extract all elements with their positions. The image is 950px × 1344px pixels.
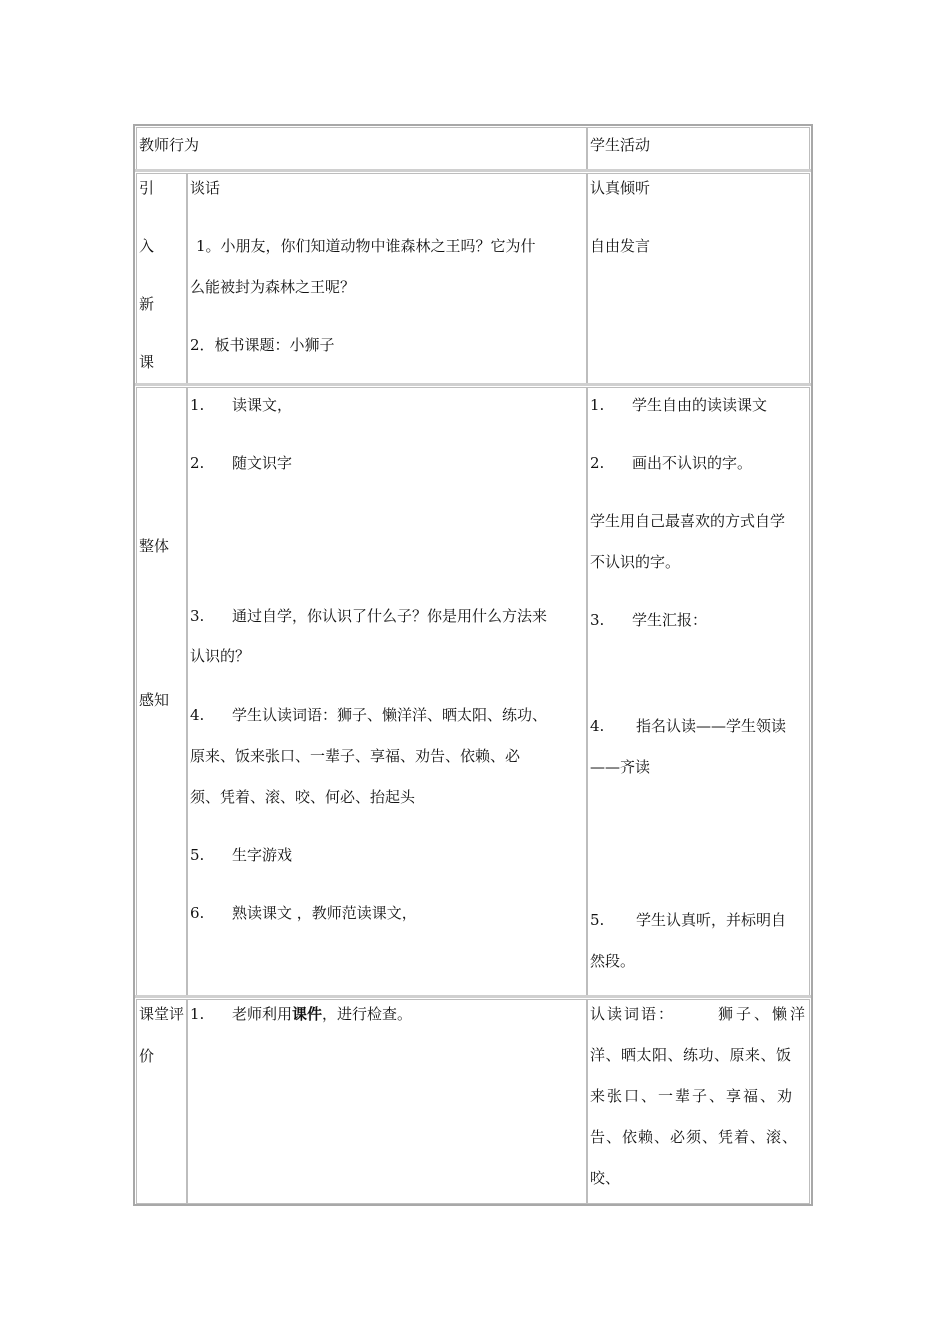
evaluation-teacher-courseware: 课件 <box>292 1005 323 1023</box>
perception-student-4-number: 4. <box>590 717 605 735</box>
evaluation-teacher-text <box>232 1004 412 1024</box>
lesson-plan-table <box>133 124 813 1206</box>
perception-student-3-number: 3. <box>590 611 605 629</box>
evaluation-teacher-number: 1. <box>190 1005 205 1023</box>
perception-student-4-line-2: ——齐读 <box>590 758 651 776</box>
intro-stage-cell <box>136 173 187 384</box>
perception-teacher-4-line-2: 原来、饭来张口、一辈子、享福、劝告、依赖、必 <box>190 747 521 765</box>
perception-stage-cell <box>136 387 187 996</box>
perception-student-1: 学生自由的读读课文 <box>632 396 768 414</box>
perception-teacher-5-number: 5. <box>190 846 205 864</box>
perception-student-4-line-1: 指名认读——学生领读 <box>636 717 787 735</box>
evaluation-student-line-1b: 狮子、懒洋 <box>718 1005 809 1023</box>
evaluation-student-line-2: 洋、晒太阳、练功、原来、饭 <box>590 1046 792 1064</box>
perception-student-5-line-2: 然段。 <box>590 952 636 970</box>
perception-teacher-6: 熟读课文 ，教师范读课文， <box>232 904 417 922</box>
evaluation-stage-line-1: 课堂评 <box>139 1005 185 1023</box>
perception-student-cell <box>587 387 810 996</box>
perception-student-5-number: 5. <box>590 911 605 929</box>
evaluation-teacher-pre: 老师利用 <box>232 1005 293 1023</box>
header-teacher-label: 教师行为 <box>139 136 200 154</box>
perception-teacher-1: 读课文， <box>232 396 293 414</box>
header-student-label: 学生活动 <box>590 136 651 154</box>
perception-teacher-3-number: 3. <box>190 607 205 625</box>
row-divider <box>135 169 811 172</box>
intro-stage-char-3: 新 <box>139 295 155 313</box>
perception-teacher-3-line-1: 通过自学，你认识了什么子？你是用什么方法来 <box>232 607 548 625</box>
evaluation-student-line-1a: 认读词语： <box>590 1005 676 1023</box>
intro-question-2: 2．板书课题：小狮子 <box>190 336 335 354</box>
perception-teacher-4-line-3: 须、凭着、滚、咬、何必、抬起头 <box>190 788 416 806</box>
intro-question-1-line-2: 么能被封为森林之王呢？ <box>190 278 356 296</box>
perception-student-2b-line-1: 学生用自己最喜欢的方式自学 <box>590 512 786 530</box>
perception-teacher-4-number: 4. <box>190 706 205 724</box>
perception-teacher-5: 生字游戏 <box>232 846 293 864</box>
evaluation-student-line-5: 咬、 <box>590 1169 621 1187</box>
header-student-cell <box>587 127 810 170</box>
perception-student-2: 画出不认识的字。 <box>632 454 753 472</box>
evaluation-stage-line-2: 价 <box>139 1047 155 1065</box>
intro-question-1-line-1: 1。小朋友，你们知道动物中谁森林之王吗？它为什 <box>196 237 536 255</box>
row-divider <box>135 995 811 998</box>
perception-student-5-line-1: 学生认真听，并标明自 <box>636 911 787 929</box>
intro-teacher-title: 谈话 <box>190 179 221 197</box>
perception-teacher-3-line-2: 认识的？ <box>190 647 251 665</box>
perception-teacher-1-number: 1. <box>190 396 205 414</box>
intro-student-2: 自由发言 <box>590 237 651 255</box>
intro-student-1: 认真倾听 <box>590 179 651 197</box>
evaluation-teacher-post: ，进行检查。 <box>322 1005 413 1023</box>
intro-teacher-cell <box>187 173 587 384</box>
perception-teacher-4-line-1: 学生认读词语：狮子、懒洋洋、晒太阳、练功、 <box>232 706 548 724</box>
perception-stage-1: 整体 <box>139 537 170 555</box>
perception-teacher-6-number: 6. <box>190 904 205 922</box>
perception-student-2-number: 2. <box>590 454 605 472</box>
perception-student-2b-line-2: 不认识的字。 <box>590 553 681 571</box>
row-divider <box>135 383 811 386</box>
intro-stage-char-1: 引 <box>139 179 155 197</box>
intro-stage-char-2: 入 <box>139 237 155 255</box>
header-teacher-cell <box>136 127 587 170</box>
perception-teacher-2-number: 2. <box>190 454 205 472</box>
intro-student-cell <box>587 173 810 384</box>
perception-teacher-2: 随文识字 <box>232 454 293 472</box>
perception-student-3: 学生汇报： <box>632 611 708 629</box>
evaluation-teacher-cell <box>187 999 587 1204</box>
evaluation-student-line-3: 来张口、一辈子、享福、劝 <box>590 1087 795 1105</box>
perception-student-1-number: 1. <box>590 396 605 414</box>
evaluation-student-cell <box>587 999 810 1204</box>
perception-stage-2: 感知 <box>139 691 170 709</box>
evaluation-student-line-4: 告、依赖、必须、凭着、滚、 <box>590 1128 799 1146</box>
perception-teacher-cell <box>187 387 587 996</box>
intro-stage-char-4: 课 <box>139 353 155 371</box>
evaluation-stage-cell <box>136 999 187 1204</box>
